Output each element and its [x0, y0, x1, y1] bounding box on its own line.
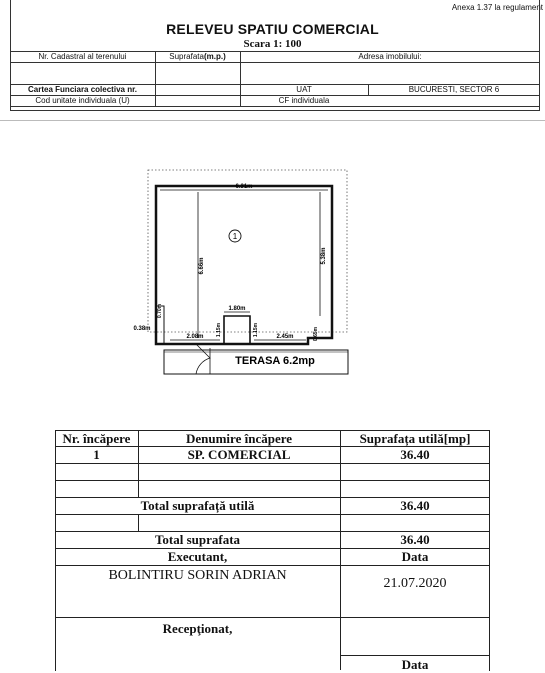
col-name-header: Denumire încăpere	[185, 431, 293, 446]
uat-value: BUCURESTI, SECTOR 6	[408, 85, 500, 94]
dim-bottom-right-label: 2.45m	[276, 334, 294, 340]
table-grid-line	[55, 480, 490, 481]
uat-label: UAT	[296, 85, 312, 94]
scale-label: Scara 1: 100	[243, 38, 302, 50]
door-swing	[196, 344, 210, 374]
executant-name: BOLINTIRU SORIN ADRIAN	[108, 568, 287, 583]
table-grid-line	[138, 514, 139, 531]
room-number: 1	[232, 232, 238, 241]
row-nr: 1	[93, 447, 100, 462]
bottom-niche	[224, 316, 250, 344]
room-walls	[156, 186, 332, 344]
col-area-header: Suprafața utilă[mp]	[359, 431, 471, 446]
receptionat-label: Recepţionat,	[162, 621, 233, 636]
cf-individual-label: CF individuala	[278, 96, 330, 105]
surface-cell	[155, 52, 240, 62]
table-grid-line	[55, 463, 490, 464]
executant-date: 21.07.2020	[383, 576, 447, 591]
header-grid-line	[10, 62, 540, 63]
dim-corner-label: 0.65m	[313, 326, 319, 342]
terrace-label: TERASA 6.2mp	[235, 355, 315, 367]
table-grid-line	[55, 617, 490, 618]
plan-extent-outline	[148, 170, 347, 332]
col-nr-header: Nr. încăpere	[62, 431, 131, 446]
dim-left-label: 6.66m	[199, 257, 205, 275]
dim-niche-left-label: 1.15m	[216, 322, 222, 338]
annex-note: Anexa 1.37 la regulament	[451, 3, 543, 12]
table-grid-line	[55, 514, 490, 515]
row-name: SP. COMERCIAL	[187, 447, 291, 462]
address-label: Adresa imobilului:	[358, 52, 422, 61]
header-grid-line	[10, 106, 540, 107]
table-grid-line	[55, 565, 490, 566]
row-area: 36.40	[400, 447, 430, 462]
surface-label: Suprafata	[169, 52, 204, 61]
dim-niche-top-label: 1.80m	[228, 306, 246, 312]
total-util-value: 36.40	[400, 498, 430, 513]
section-divider	[0, 120, 545, 121]
dim-side-label: 0.38m	[133, 326, 151, 332]
surface-unit: (m.p.)	[203, 52, 226, 61]
carte-funciara-label: Cartea Funciara colectiva nr.	[28, 85, 137, 94]
dim-bottom-left-label: 2.08m	[186, 334, 204, 340]
dim-small-left-label: 0.70m	[157, 303, 163, 319]
data-label-2: Data	[401, 657, 429, 672]
dim-top-label: 6.31m	[235, 184, 253, 190]
dim-right-label: 5.38m	[321, 247, 327, 265]
total-util-label: Total suprafață utilă	[140, 498, 255, 513]
unit-code-label: Cod unitate individuala (U)	[35, 96, 130, 105]
dim-niche-right-label: 1.15m	[253, 322, 259, 338]
total-label: Total suprafata	[154, 532, 241, 547]
document-title: RELEVEU SPATIU COMERCIAL	[166, 21, 379, 37]
total-value: 36.40	[400, 532, 430, 547]
cadastral-label: Nr. Cadastral al terenului	[38, 52, 127, 61]
executant-label: Executant,	[167, 549, 228, 564]
floor-plan	[120, 166, 360, 381]
table-grid-line	[340, 655, 490, 656]
data-label: Data	[401, 549, 429, 564]
